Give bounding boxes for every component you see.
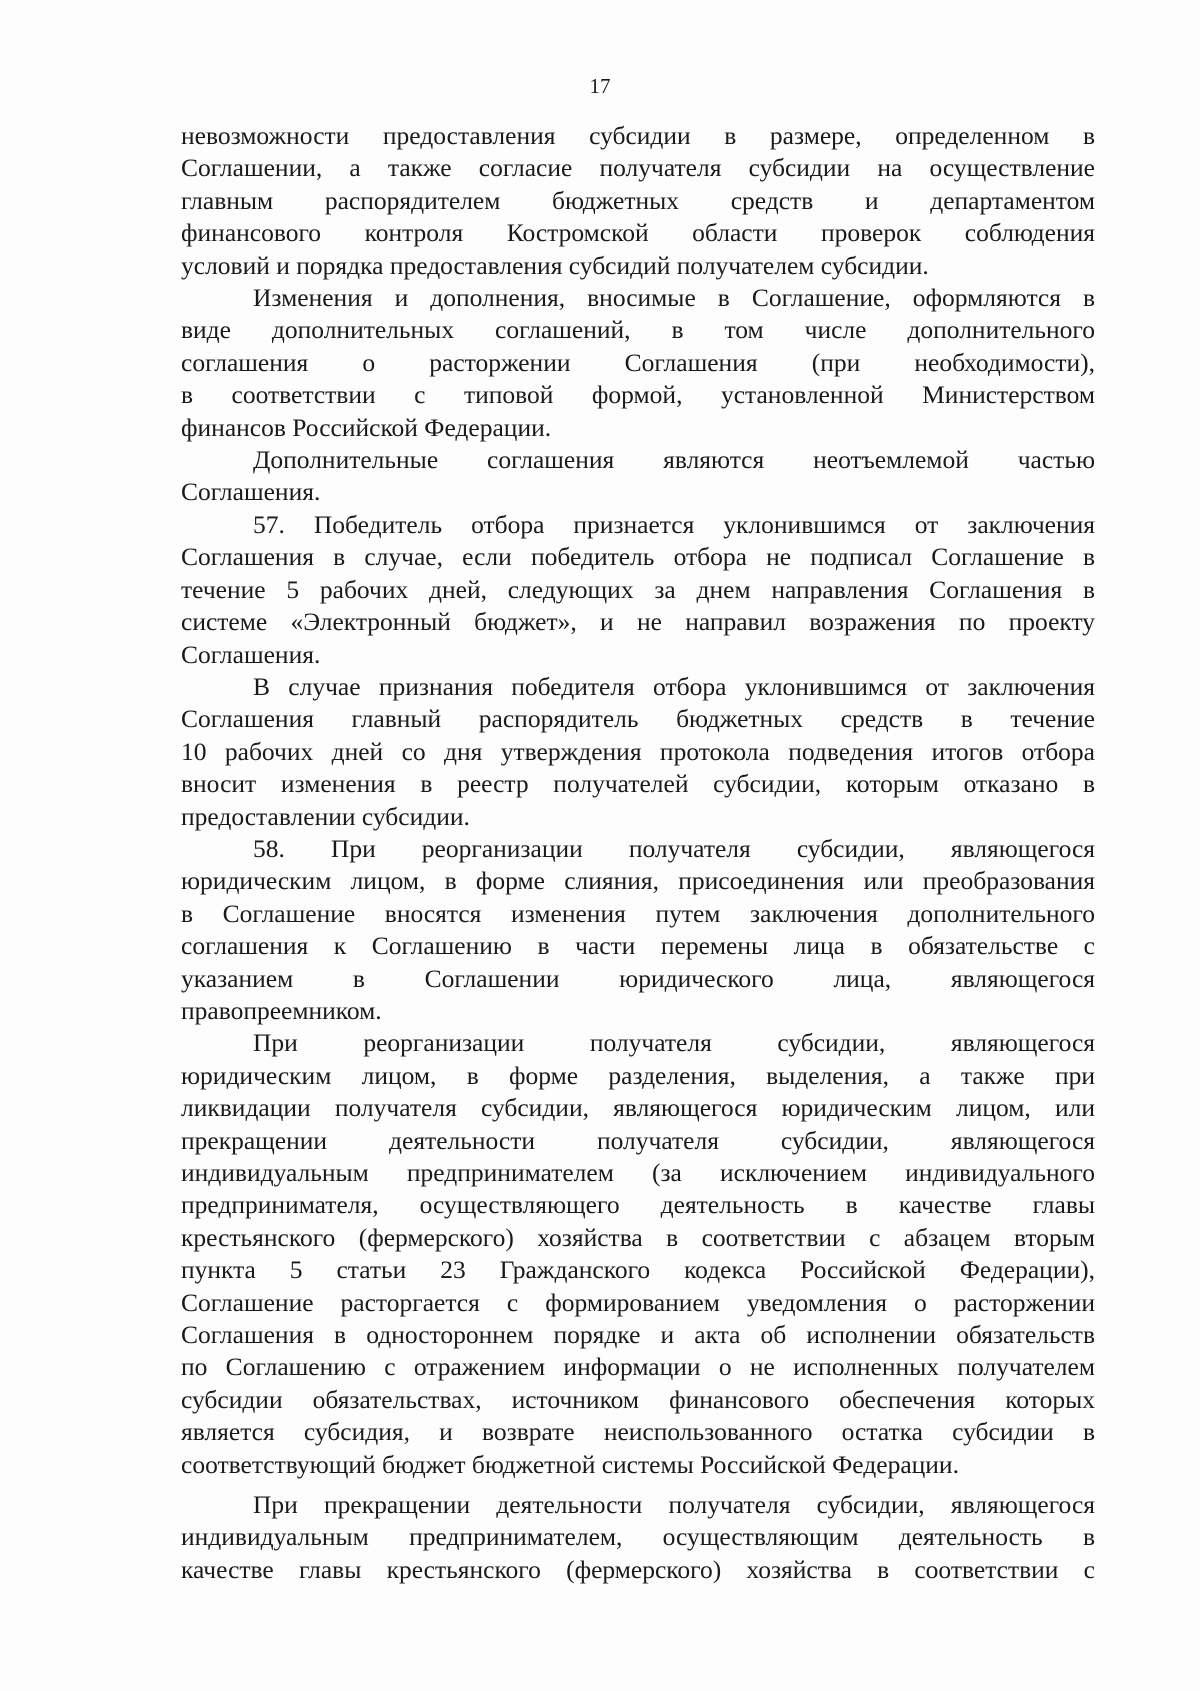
text-line: Соглашение расторгается с формированием уведомления о расторжении [181, 1287, 1095, 1317]
text-line: пункта 5 статьи 23 Гражданского кодекса Российской Федерации), [181, 1255, 1095, 1285]
text-line: юридическим лицом, в форме разделения, выделения, а также при [181, 1060, 1095, 1090]
text-line: крестьянского (фермерского) хозяйства в соответствии с абзацем вторым [181, 1222, 1095, 1252]
text-line: по Соглашению с отражением информации о не исполненных получателем [181, 1352, 1095, 1382]
text-line: в соответствии с типовой формой, установленной Министерством [181, 380, 1095, 410]
text-line: индивидуальным предпринимателем (за исключением индивидуального [181, 1158, 1095, 1187]
page-number: 17 [589, 74, 611, 98]
paragraph-reorganization [181, 1027, 1095, 1481]
text-line: 58. При реорганизации получателя субсидии, являющегося [253, 833, 1095, 863]
text-line: Дополнительные соглашения являются неотъемлемой частью [253, 445, 1095, 475]
paragraph-evasion [181, 671, 1095, 833]
paragraph-conditions [181, 120, 1095, 282]
text-line: соглашения о расторжении Соглашения (при необходимости), [181, 347, 1095, 377]
text-line: финансового контроля Костромской области проверок соблюдения [181, 218, 1095, 248]
text-line: течение 5 рабочих дней, следующих за днем направления Соглашения в [181, 574, 1095, 604]
text-line: 10 рабочих дней со дня утверждения протокола подведения итогов отбора [181, 736, 1095, 766]
text-line: Соглашения. [181, 477, 321, 507]
text-line: системе «Электронный бюджет», и не направил возражения по проекту [181, 607, 1095, 637]
document-body [181, 120, 1095, 1586]
text-line: В случае признания победителя отбора уклонившимся от заключения [253, 671, 1095, 701]
text-line: Соглашения в случае, если победитель отбора не подписал Соглашение в [181, 542, 1095, 572]
text-line: предоставлении субсидии. [181, 801, 470, 831]
text-line: юридическим лицом, в форме слияния, присоединения или преобразования [181, 866, 1095, 896]
text-line: Соглашении, а также согласие получателя субсидии на осуществление [181, 153, 1095, 183]
text-line: главным распорядителем бюджетных средств и департаментом [181, 185, 1095, 215]
paragraph-additional-agreements [181, 444, 1095, 509]
paragraph-termination [181, 1489, 1095, 1586]
text-line: вносит изменения в реестр получателей субсидии, которым отказано в [181, 769, 1095, 799]
text-line: При прекращении деятельности получателя субсидии, являющегося [253, 1490, 1095, 1520]
text-line: Соглашения. [181, 639, 321, 669]
paragraph-gap [181, 1481, 1095, 1489]
paragraph-amendments [181, 282, 1095, 444]
text-line: Изменения и дополнения, вносимые в Соглашение, оформляются в [253, 283, 1095, 313]
paragraph-58 [181, 833, 1095, 1027]
text-line: условий и порядка предоставления субсидий получателем субсидии. [181, 250, 929, 280]
text-line: качестве главы крестьянского (фермерского) хозяйства в соответствии с [181, 1554, 1095, 1584]
text-line: соответствующий бюджет бюджетной системы Российской Федерации. [181, 1449, 959, 1479]
text-line: правопреемником. [181, 995, 382, 1025]
text-line: ликвидации получателя субсидии, являющегося юридическим лицом, или [181, 1093, 1095, 1123]
text-line: прекращении деятельности получателя субсидии, являющегося [181, 1125, 1095, 1155]
text-line: предпринимателя, осуществляющего деятельность в качестве главы [181, 1190, 1095, 1220]
text-line: При реорганизации получателя субсидии, являющегося [253, 1028, 1095, 1058]
text-line: субсидии обязательствах, источником финансового обеспечения которых [181, 1384, 1095, 1414]
text-line: в Соглашение вносятся изменения путем заключения дополнительного [181, 898, 1095, 928]
text-line: индивидуальным предпринимателем, осуществляющим деятельность в [181, 1522, 1095, 1552]
text-line: соглашения к Соглашению в части перемены лица в обязательстве с [181, 931, 1095, 961]
paragraph-57 [181, 509, 1095, 671]
text-line: Соглашения главный распорядитель бюджетных средств в течение [181, 704, 1095, 734]
text-line: Соглашения в одностороннем порядке и акта об исполнении обязательств [181, 1320, 1095, 1350]
text-line: виде дополнительных соглашений, в том числе дополнительного [181, 315, 1095, 345]
text-line: указанием в Соглашении юридического лица, являющегося [181, 963, 1095, 993]
text-line: 57. Победитель отбора признается уклонившимся от заключения [253, 509, 1095, 539]
text-line: финансов Российской Федерации. [181, 412, 552, 442]
text-line: является субсидия, и возврате неиспользованного остатка субсидии в [181, 1417, 1095, 1447]
text-line: невозможности предоставления субсидии в размере, определенном в [181, 121, 1095, 150]
